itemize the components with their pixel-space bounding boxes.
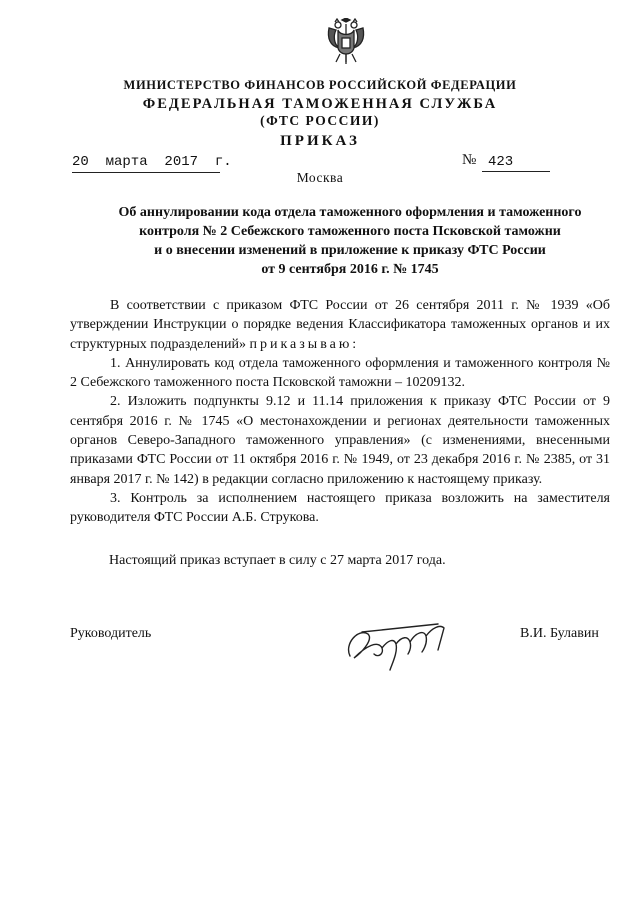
subject-line: от 9 сентября 2016 г. № 1745 [261, 262, 439, 277]
subject-line: и о внесении изменений в приложение к приказу ФТС России [154, 243, 546, 258]
subject-line: контроля № 2 Себежского таможенного поста Псковской таможни [139, 224, 561, 239]
signer-position: Руководитель [70, 626, 152, 641]
number-sign: № [462, 152, 477, 168]
order-word: приказываю: [249, 336, 360, 352]
order-number: 423 [482, 154, 550, 172]
order-date: 20 марта 2017 г. [72, 154, 220, 173]
preamble-text: В соответствии с приказом ФТС России от 26 сентября 2011 г. № 1939 «Об утверждении Инструкции о порядке ведения Классификатора таможенных органов и их структурных подразделений» [70, 298, 610, 352]
service-name: ФЕДЕРАЛЬНАЯ ТАМОЖЕННАЯ СЛУЖБА [142, 96, 498, 112]
subject-line: Об аннулировании кода отдела таможенного оформления и таможенного [118, 205, 582, 220]
emblem-icon [325, 18, 367, 66]
item-2: 2. Изложить подпункты 9.12 и 11.14 приложения к приказу ФТС России от 9 сентября 2016 г. № 1745 «О местонахождении и регионах деятельности таможенных органов Северо-Западного таможенного управления» (с изменениями, внесенными приказами ФТС России от 11 октября 2016 г. № 1949, от 23 декабря 2016 г. № 2385, от 31 января 2017 г. № 142) в редакции согласно приложению к настоящему приказу. [70, 394, 610, 487]
handwritten-signature [338, 614, 458, 674]
signer-name: В.И. Булавин [520, 626, 599, 641]
preamble-paragraph [70, 296, 610, 354]
city: Москва [296, 170, 344, 185]
document-type: ПРИКАЗ [280, 133, 360, 149]
item-3: 3. Контроль за исполнением настоящего приказа возложить на заместителя руководителя ФТС России А.Б. Струкова. [70, 490, 610, 526]
effective-date-statement: Настоящий приказ вступает в силу с 27 марта 2017 года. [109, 553, 446, 568]
order-subject [70, 203, 630, 279]
order-body [70, 296, 610, 528]
service-abbreviation: (ФТС РОССИИ) [260, 113, 380, 128]
ministry-name: МИНИСТЕРСТВО ФИНАНСОВ РОССИЙСКОЙ ФЕДЕРАЦИИ [123, 78, 517, 92]
item-1: 1. Аннулировать код отдела таможенного оформления и таможенного контроля № 2 Себежского таможенного поста Псковской таможни – 10209132. [70, 355, 610, 391]
